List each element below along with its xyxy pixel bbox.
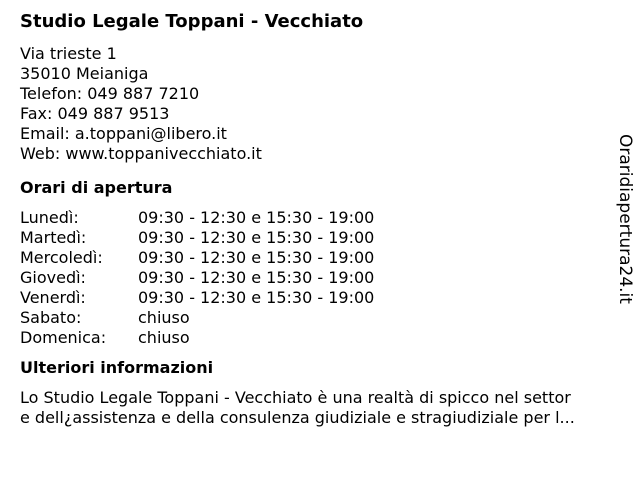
hours-row-friday (20, 288, 600, 308)
hours-table (20, 208, 600, 348)
fax-number: Fax: 049 887 9513 (20, 104, 170, 123)
hours-row-sunday (20, 328, 600, 348)
info-line-2: e dell¿assistenza e della consulenza giudiziale e stragiudiziale per l... (20, 408, 575, 427)
hours-day: Domenica: (20, 328, 107, 347)
hours-row-tuesday (20, 228, 600, 248)
hours-time: 09:30 - 12:30 e 15:30 - 19:00 (138, 208, 375, 227)
email-address: Email: a.toppani@libero.it (20, 124, 227, 143)
watermark (610, 134, 640, 314)
hours-time: chiuso (138, 328, 190, 347)
hours-row-monday (20, 208, 600, 228)
hours-time: 09:30 - 12:30 e 15:30 - 19:00 (138, 228, 375, 247)
hours-day: Sabato: (20, 308, 82, 327)
watermark-text: Oraridiapertura24.it (615, 134, 635, 304)
website-address: Web: www.toppanivecchiato.it (20, 144, 262, 163)
business-name: Studio Legale Toppani - Vecchiato (20, 11, 364, 32)
hours-row-wednesday (20, 248, 600, 268)
address-city: 35010 Meianiga (20, 64, 149, 83)
hours-time: chiuso (138, 308, 190, 327)
hours-time: 09:30 - 12:30 e 15:30 - 19:00 (138, 248, 375, 267)
hours-day: Martedì: (20, 228, 87, 247)
hours-heading: Orari di apertura (20, 178, 173, 197)
hours-day: Lunedì: (20, 208, 79, 227)
hours-row-saturday (20, 308, 600, 328)
contact-block (20, 44, 600, 164)
hours-day: Giovedì: (20, 268, 86, 287)
hours-day: Mercoledì: (20, 248, 103, 267)
info-line-1: Lo Studio Legale Toppani - Vecchiato è una realtà di spicco nel settor (20, 388, 571, 407)
address-street: Via trieste 1 (20, 44, 117, 63)
business-card (20, 10, 600, 428)
phone-number: Telefon: 049 887 7210 (20, 84, 200, 103)
hours-time: 09:30 - 12:30 e 15:30 - 19:00 (138, 268, 375, 287)
hours-time: 09:30 - 12:30 e 15:30 - 19:00 (138, 288, 375, 307)
info-heading: Ulteriori informazioni (20, 358, 214, 377)
hours-day: Venerdì: (20, 288, 86, 307)
info-description (20, 388, 620, 428)
hours-row-thursday (20, 268, 600, 288)
